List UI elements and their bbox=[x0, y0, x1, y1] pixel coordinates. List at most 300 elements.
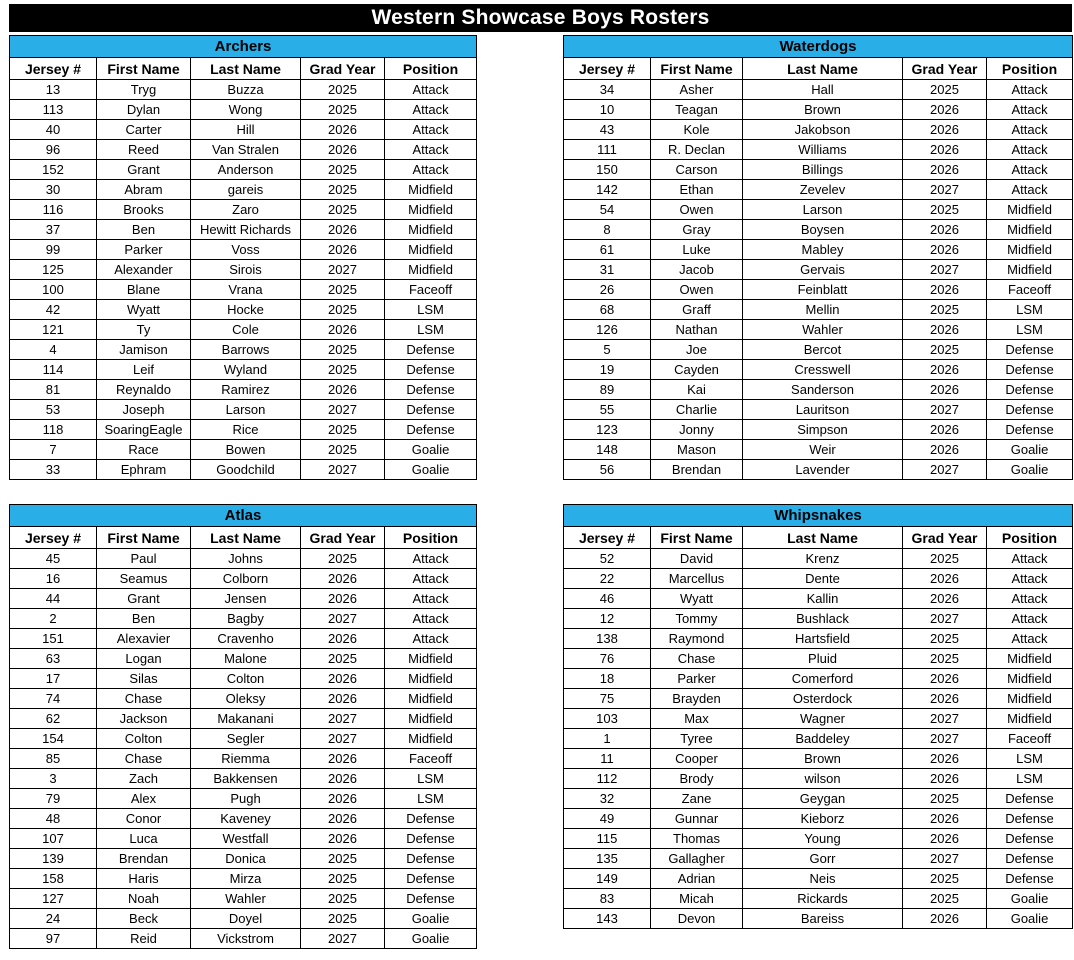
table-cell: Ephram bbox=[97, 460, 191, 480]
table-row bbox=[564, 340, 1073, 360]
table-cell: Boysen bbox=[743, 220, 903, 240]
table-cell: 2025 bbox=[301, 869, 385, 889]
column-header: First Name bbox=[97, 527, 191, 549]
table-cell: Doyel bbox=[191, 909, 301, 929]
table-cell: Logan bbox=[97, 649, 191, 669]
table-cell: Midfield bbox=[987, 649, 1073, 669]
table-cell: 142 bbox=[564, 180, 651, 200]
team-name: Whipsnakes bbox=[564, 505, 1073, 527]
column-header: Last Name bbox=[191, 527, 301, 549]
table-cell: 26 bbox=[564, 280, 651, 300]
table-cell: 49 bbox=[564, 809, 651, 829]
table-cell: R. Declan bbox=[651, 140, 743, 160]
table-cell: Midfield bbox=[385, 180, 477, 200]
table-cell: 2026 bbox=[301, 749, 385, 769]
table-cell: Neis bbox=[743, 869, 903, 889]
table-row bbox=[10, 849, 477, 869]
table-cell: Midfield bbox=[987, 260, 1073, 280]
table-cell: Baddeley bbox=[743, 729, 903, 749]
table-cell: gareis bbox=[191, 180, 301, 200]
table-cell: 148 bbox=[564, 440, 651, 460]
table-cell: Haris bbox=[97, 869, 191, 889]
table-cell: 2025 bbox=[301, 909, 385, 929]
table-cell: Defense bbox=[987, 360, 1073, 380]
table-cell: 2026 bbox=[301, 769, 385, 789]
roster-table-whipsnakes bbox=[563, 504, 1073, 929]
table-cell: Midfield bbox=[385, 649, 477, 669]
table-cell: 2025 bbox=[903, 200, 987, 220]
table-row bbox=[10, 609, 477, 629]
table-cell: Cayden bbox=[651, 360, 743, 380]
column-header: Last Name bbox=[191, 58, 301, 80]
column-header: Jersey # bbox=[564, 58, 651, 80]
table-cell: Asher bbox=[651, 80, 743, 100]
table-cell: Joe bbox=[651, 340, 743, 360]
table-cell: 55 bbox=[564, 400, 651, 420]
table-cell: Jensen bbox=[191, 589, 301, 609]
table-cell: 85 bbox=[10, 749, 97, 769]
table-cell: Barrows bbox=[191, 340, 301, 360]
table-row bbox=[10, 789, 477, 809]
table-row bbox=[564, 649, 1073, 669]
table-cell: Reynaldo bbox=[97, 380, 191, 400]
table-cell: Weir bbox=[743, 440, 903, 460]
table-cell: 2025 bbox=[903, 889, 987, 909]
table-cell: 2026 bbox=[903, 589, 987, 609]
table-row bbox=[564, 569, 1073, 589]
table-cell: Gorr bbox=[743, 849, 903, 869]
table-cell: 2026 bbox=[903, 240, 987, 260]
table-cell: Midfield bbox=[987, 220, 1073, 240]
table-cell: 2025 bbox=[301, 649, 385, 669]
column-header: Last Name bbox=[743, 527, 903, 549]
table-cell: Hall bbox=[743, 80, 903, 100]
table-cell: Tryg bbox=[97, 80, 191, 100]
table-cell: Adrian bbox=[651, 869, 743, 889]
table-cell: 139 bbox=[10, 849, 97, 869]
table-cell: 3 bbox=[10, 769, 97, 789]
table-cell: Midfield bbox=[987, 200, 1073, 220]
table-cell: Kai bbox=[651, 380, 743, 400]
table-row bbox=[10, 400, 477, 420]
table-cell: Midfield bbox=[385, 220, 477, 240]
table-cell: 2025 bbox=[301, 160, 385, 180]
table-cell: Alexander bbox=[97, 260, 191, 280]
table-cell: Goalie bbox=[385, 909, 477, 929]
column-header: First Name bbox=[651, 58, 743, 80]
team-name: Archers bbox=[10, 36, 477, 58]
table-cell: Attack bbox=[987, 160, 1073, 180]
table-cell: 40 bbox=[10, 120, 97, 140]
table-cell: 63 bbox=[10, 649, 97, 669]
table-cell: 2 bbox=[10, 609, 97, 629]
table-cell: Makanani bbox=[191, 709, 301, 729]
table-cell: Midfield bbox=[987, 240, 1073, 260]
table-cell: Wahler bbox=[743, 320, 903, 340]
table-cell: Midfield bbox=[385, 729, 477, 749]
table-cell: Attack bbox=[385, 589, 477, 609]
roster-table-atlas bbox=[9, 504, 477, 949]
table-cell: Defense bbox=[987, 420, 1073, 440]
table-row bbox=[10, 280, 477, 300]
table-cell: Chase bbox=[97, 689, 191, 709]
table-cell: Attack bbox=[385, 80, 477, 100]
table-row bbox=[564, 609, 1073, 629]
table-cell: 2026 bbox=[301, 380, 385, 400]
table-cell: Sanderson bbox=[743, 380, 903, 400]
table-cell: Cravenho bbox=[191, 629, 301, 649]
table-cell: Colton bbox=[97, 729, 191, 749]
table-cell: 61 bbox=[564, 240, 651, 260]
table-cell: 113 bbox=[10, 100, 97, 120]
table-cell: 149 bbox=[564, 869, 651, 889]
table-cell: Vrana bbox=[191, 280, 301, 300]
table-cell: Alex bbox=[97, 789, 191, 809]
table-cell: 2026 bbox=[301, 240, 385, 260]
table-cell: Feinblatt bbox=[743, 280, 903, 300]
table-row bbox=[564, 889, 1073, 909]
table-cell: Attack bbox=[987, 120, 1073, 140]
table-cell: Gallagher bbox=[651, 849, 743, 869]
table-cell: Abram bbox=[97, 180, 191, 200]
table-cell: Race bbox=[97, 440, 191, 460]
table-cell: 30 bbox=[10, 180, 97, 200]
table-cell: 135 bbox=[564, 849, 651, 869]
table-row bbox=[564, 629, 1073, 649]
table-cell: 2026 bbox=[301, 569, 385, 589]
table-cell: Defense bbox=[385, 360, 477, 380]
table-cell: Carson bbox=[651, 160, 743, 180]
table-cell: 118 bbox=[10, 420, 97, 440]
table-cell: Zevelev bbox=[743, 180, 903, 200]
table-cell: 22 bbox=[564, 569, 651, 589]
table-cell: 74 bbox=[10, 689, 97, 709]
table-cell: Luca bbox=[97, 829, 191, 849]
table-cell: Carter bbox=[97, 120, 191, 140]
table-row bbox=[564, 769, 1073, 789]
table-cell: 2026 bbox=[301, 789, 385, 809]
table-cell: 2026 bbox=[301, 629, 385, 649]
table-cell: Jamison bbox=[97, 340, 191, 360]
table-cell: Kallin bbox=[743, 589, 903, 609]
table-cell: Raymond bbox=[651, 629, 743, 649]
table-cell: 2025 bbox=[301, 200, 385, 220]
table-row bbox=[10, 240, 477, 260]
table-cell: Chase bbox=[651, 649, 743, 669]
table-cell: Brown bbox=[743, 749, 903, 769]
table-cell: Cresswell bbox=[743, 360, 903, 380]
table-cell: Defense bbox=[385, 380, 477, 400]
table-cell: 5 bbox=[564, 340, 651, 360]
table-cell: Attack bbox=[987, 140, 1073, 160]
table-cell: Colborn bbox=[191, 569, 301, 589]
table-cell: Ty bbox=[97, 320, 191, 340]
table-row bbox=[10, 749, 477, 769]
table-row bbox=[10, 420, 477, 440]
table-cell: Midfield bbox=[385, 669, 477, 689]
table-cell: Teagan bbox=[651, 100, 743, 120]
column-header: First Name bbox=[651, 527, 743, 549]
column-header: Position bbox=[385, 527, 477, 549]
table-cell: 111 bbox=[564, 140, 651, 160]
table-cell: Defense bbox=[987, 869, 1073, 889]
table-cell: Dylan bbox=[97, 100, 191, 120]
table-cell: Parker bbox=[97, 240, 191, 260]
table-row bbox=[10, 360, 477, 380]
table-row bbox=[564, 849, 1073, 869]
table-row bbox=[10, 440, 477, 460]
table-row bbox=[10, 160, 477, 180]
table-cell: Wong bbox=[191, 100, 301, 120]
table-cell: Reed bbox=[97, 140, 191, 160]
table-cell: Van Stralen bbox=[191, 140, 301, 160]
table-cell: 7 bbox=[10, 440, 97, 460]
table-cell: Goodchild bbox=[191, 460, 301, 480]
table-cell: Midfield bbox=[987, 709, 1073, 729]
table-cell: 2026 bbox=[903, 320, 987, 340]
table-row bbox=[10, 829, 477, 849]
table-cell: Tyree bbox=[651, 729, 743, 749]
table-cell: Jackson bbox=[97, 709, 191, 729]
table-cell: 2025 bbox=[301, 280, 385, 300]
table-cell: 2026 bbox=[301, 140, 385, 160]
table-cell: 46 bbox=[564, 589, 651, 609]
table-cell: 150 bbox=[564, 160, 651, 180]
table-row bbox=[10, 729, 477, 749]
table-row bbox=[10, 180, 477, 200]
table-cell: Brown bbox=[743, 100, 903, 120]
table-cell: Beck bbox=[97, 909, 191, 929]
table-cell: 112 bbox=[564, 769, 651, 789]
column-header: Jersey # bbox=[564, 527, 651, 549]
table-cell: Defense bbox=[385, 340, 477, 360]
table-cell: 2026 bbox=[301, 809, 385, 829]
table-cell: Rickards bbox=[743, 889, 903, 909]
table-cell: 18 bbox=[564, 669, 651, 689]
table-row bbox=[564, 809, 1073, 829]
table-cell: 2027 bbox=[903, 609, 987, 629]
table-cell: Reid bbox=[97, 929, 191, 949]
table-cell: Attack bbox=[987, 569, 1073, 589]
table-cell: Voss bbox=[191, 240, 301, 260]
table-cell: 2027 bbox=[903, 180, 987, 200]
table-cell: Parker bbox=[651, 669, 743, 689]
table-cell: Jakobson bbox=[743, 120, 903, 140]
table-cell: Vickstrom bbox=[191, 929, 301, 949]
table-cell: Mabley bbox=[743, 240, 903, 260]
table-cell: 2025 bbox=[903, 629, 987, 649]
table-cell: Ben bbox=[97, 220, 191, 240]
table-row bbox=[564, 120, 1073, 140]
table-cell: 8 bbox=[564, 220, 651, 240]
table-cell: 2027 bbox=[903, 260, 987, 280]
table-row bbox=[564, 260, 1073, 280]
table-cell: 143 bbox=[564, 909, 651, 929]
table-row bbox=[564, 420, 1073, 440]
table-cell: Midfield bbox=[385, 200, 477, 220]
table-cell: 10 bbox=[564, 100, 651, 120]
table-cell: Defense bbox=[385, 809, 477, 829]
table-cell: Chase bbox=[97, 749, 191, 769]
column-header: Grad Year bbox=[301, 527, 385, 549]
table-cell: Attack bbox=[987, 629, 1073, 649]
table-cell: Geygan bbox=[743, 789, 903, 809]
table-cell: Defense bbox=[385, 400, 477, 420]
table-row bbox=[10, 380, 477, 400]
table-row bbox=[10, 669, 477, 689]
table-cell: 2025 bbox=[903, 340, 987, 360]
table-cell: Goalie bbox=[987, 889, 1073, 909]
table-cell: Goalie bbox=[385, 929, 477, 949]
table-cell: 100 bbox=[10, 280, 97, 300]
table-cell: 107 bbox=[10, 829, 97, 849]
table-cell: Brendan bbox=[651, 460, 743, 480]
table-cell: 1 bbox=[564, 729, 651, 749]
table-row bbox=[10, 80, 477, 100]
table-cell: 2026 bbox=[301, 320, 385, 340]
table-cell: Defense bbox=[385, 849, 477, 869]
table-cell: LSM bbox=[385, 789, 477, 809]
table-row bbox=[564, 180, 1073, 200]
table-cell: Larson bbox=[743, 200, 903, 220]
table-cell: 2027 bbox=[903, 400, 987, 420]
table-cell: Grant bbox=[97, 589, 191, 609]
table-row bbox=[564, 589, 1073, 609]
table-cell: Brayden bbox=[651, 689, 743, 709]
table-cell: 2026 bbox=[903, 440, 987, 460]
table-cell: 76 bbox=[564, 649, 651, 669]
table-cell: 81 bbox=[10, 380, 97, 400]
table-cell: 2026 bbox=[903, 280, 987, 300]
table-row bbox=[564, 749, 1073, 769]
table-cell: Attack bbox=[987, 549, 1073, 569]
table-cell: 2026 bbox=[903, 380, 987, 400]
table-cell: Defense bbox=[987, 789, 1073, 809]
column-header: Grad Year bbox=[903, 58, 987, 80]
table-row bbox=[10, 140, 477, 160]
table-cell: Riemma bbox=[191, 749, 301, 769]
table-cell: 123 bbox=[564, 420, 651, 440]
table-cell: Wyatt bbox=[651, 589, 743, 609]
table-cell: Charlie bbox=[651, 400, 743, 420]
table-row bbox=[564, 280, 1073, 300]
table-cell: 2026 bbox=[903, 220, 987, 240]
column-header: Position bbox=[987, 58, 1073, 80]
table-cell: Luke bbox=[651, 240, 743, 260]
table-cell: Zane bbox=[651, 789, 743, 809]
table-cell: 2027 bbox=[903, 729, 987, 749]
table-cell: 2026 bbox=[903, 669, 987, 689]
table-cell: Wahler bbox=[191, 889, 301, 909]
table-cell: Gray bbox=[651, 220, 743, 240]
table-row bbox=[10, 340, 477, 360]
table-cell: Paul bbox=[97, 549, 191, 569]
page-title: Western Showcase Boys Rosters bbox=[9, 4, 1072, 32]
table-row bbox=[10, 120, 477, 140]
table-cell: Williams bbox=[743, 140, 903, 160]
column-header: Grad Year bbox=[903, 527, 987, 549]
table-cell: 2026 bbox=[301, 829, 385, 849]
table-cell: 99 bbox=[10, 240, 97, 260]
table-cell: 24 bbox=[10, 909, 97, 929]
table-cell: 125 bbox=[10, 260, 97, 280]
table-row bbox=[10, 260, 477, 280]
table-cell: Attack bbox=[385, 549, 477, 569]
table-cell: 2026 bbox=[301, 689, 385, 709]
table-cell: Defense bbox=[987, 809, 1073, 829]
table-row bbox=[10, 929, 477, 949]
table-row bbox=[10, 589, 477, 609]
table-cell: 103 bbox=[564, 709, 651, 729]
table-row bbox=[10, 100, 477, 120]
table-cell: 2026 bbox=[903, 689, 987, 709]
table-row bbox=[564, 909, 1073, 929]
table-cell: 2026 bbox=[903, 769, 987, 789]
table-cell: 2025 bbox=[301, 549, 385, 569]
table-row bbox=[10, 320, 477, 340]
table-cell: Faceoff bbox=[987, 280, 1073, 300]
table-cell: Defense bbox=[987, 400, 1073, 420]
table-cell: Attack bbox=[385, 609, 477, 629]
table-cell: Goalie bbox=[987, 460, 1073, 480]
table-row bbox=[10, 709, 477, 729]
table-cell: Midfield bbox=[987, 689, 1073, 709]
table-cell: 2025 bbox=[301, 849, 385, 869]
table-row bbox=[10, 549, 477, 569]
table-cell: Joseph bbox=[97, 400, 191, 420]
table-cell: Ethan bbox=[651, 180, 743, 200]
table-row bbox=[564, 320, 1073, 340]
table-cell: Krenz bbox=[743, 549, 903, 569]
table-cell: 2026 bbox=[903, 569, 987, 589]
table-cell: 44 bbox=[10, 589, 97, 609]
table-row bbox=[564, 160, 1073, 180]
table-cell: Cole bbox=[191, 320, 301, 340]
table-cell: Goalie bbox=[385, 440, 477, 460]
table-cell: LSM bbox=[385, 769, 477, 789]
table-row bbox=[564, 140, 1073, 160]
table-cell: Mellin bbox=[743, 300, 903, 320]
table-cell: Midfield bbox=[385, 240, 477, 260]
table-cell: 2025 bbox=[301, 420, 385, 440]
table-cell: 96 bbox=[10, 140, 97, 160]
table-cell: 2026 bbox=[903, 749, 987, 769]
table-cell: Bowen bbox=[191, 440, 301, 460]
table-cell: Attack bbox=[385, 569, 477, 589]
table-row bbox=[10, 220, 477, 240]
table-cell: Silas bbox=[97, 669, 191, 689]
table-cell: Osterdock bbox=[743, 689, 903, 709]
table-cell: wilson bbox=[743, 769, 903, 789]
table-cell: 2026 bbox=[301, 220, 385, 240]
table-cell: 2025 bbox=[903, 80, 987, 100]
table-cell: Westfall bbox=[191, 829, 301, 849]
table-cell: 34 bbox=[564, 80, 651, 100]
table-cell: 11 bbox=[564, 749, 651, 769]
roster-table-archers bbox=[9, 35, 477, 480]
table-row bbox=[564, 460, 1073, 480]
table-cell: LSM bbox=[987, 300, 1073, 320]
table-cell: Goalie bbox=[987, 909, 1073, 929]
table-cell: Jacob bbox=[651, 260, 743, 280]
table-cell: Defense bbox=[385, 889, 477, 909]
table-cell: Faceoff bbox=[385, 749, 477, 769]
table-cell: Young bbox=[743, 829, 903, 849]
table-cell: Goalie bbox=[385, 460, 477, 480]
table-row bbox=[10, 300, 477, 320]
table-cell: LSM bbox=[385, 300, 477, 320]
table-cell: 2025 bbox=[301, 360, 385, 380]
